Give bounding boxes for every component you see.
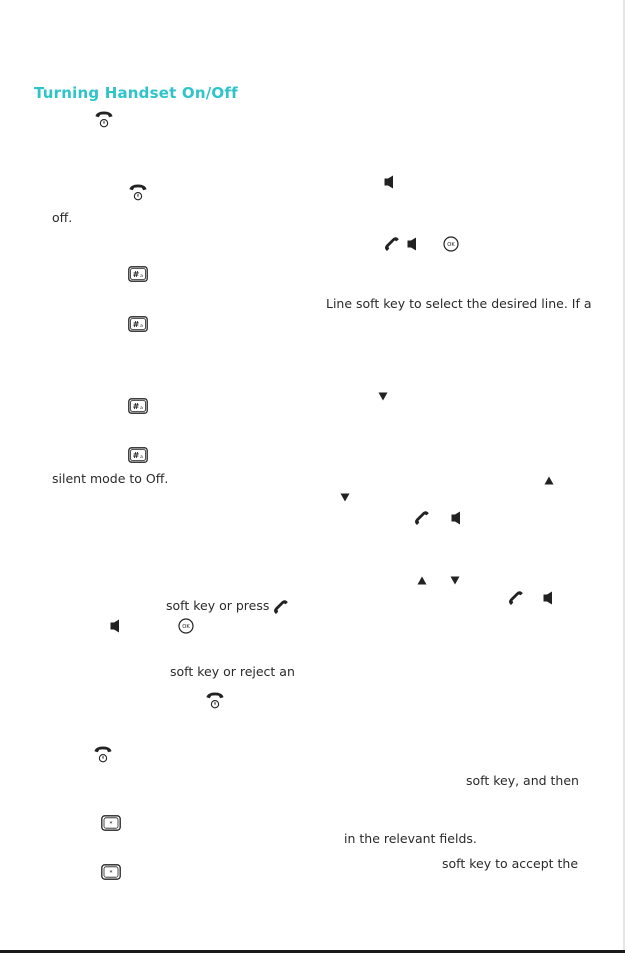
off-text: off. [52, 210, 73, 225]
relevant-fields-text: in the relevant fields. [344, 831, 477, 846]
star-key-icon [101, 815, 121, 831]
speaker-icon [110, 619, 120, 633]
off-hook-icon [383, 236, 399, 252]
speaker-icon [407, 237, 417, 251]
star-key-icon [101, 864, 121, 880]
speaker-icon [451, 511, 461, 525]
end-call-power-icon [128, 183, 148, 201]
speaker-icon [543, 591, 553, 605]
end-call-power-icon [94, 110, 114, 128]
down-arrow-icon [340, 493, 350, 502]
line-soft-key-text: Line soft key to select the desired line. If a [326, 296, 592, 311]
pound-key-icon [128, 447, 148, 463]
end-call-power-icon [93, 745, 113, 763]
section-heading: Turning Handset On/Off [34, 84, 238, 102]
soft-key-then-text: soft key, and then [466, 773, 579, 788]
silent-mode-off-text: silent mode to Off. [52, 471, 169, 486]
up-arrow-icon [417, 576, 427, 585]
off-hook-icon [507, 590, 523, 606]
ok-key-icon [443, 236, 459, 252]
off-hook-icon [272, 599, 288, 615]
up-arrow-icon [544, 476, 554, 485]
down-arrow-icon [450, 576, 460, 585]
pound-key-icon [128, 316, 148, 332]
speaker-icon [384, 175, 394, 189]
soft-key-accept-text: soft key to accept the [442, 856, 579, 871]
down-arrow-icon [378, 392, 388, 401]
answer-soft-key-text: soft key or press [166, 598, 270, 613]
reject-soft-key-text: soft key or reject an [170, 664, 295, 679]
pound-key-icon [128, 398, 148, 414]
pound-key-icon [128, 266, 148, 282]
ok-key-icon [178, 618, 194, 634]
off-hook-icon [413, 510, 429, 526]
end-call-power-icon [205, 691, 225, 709]
